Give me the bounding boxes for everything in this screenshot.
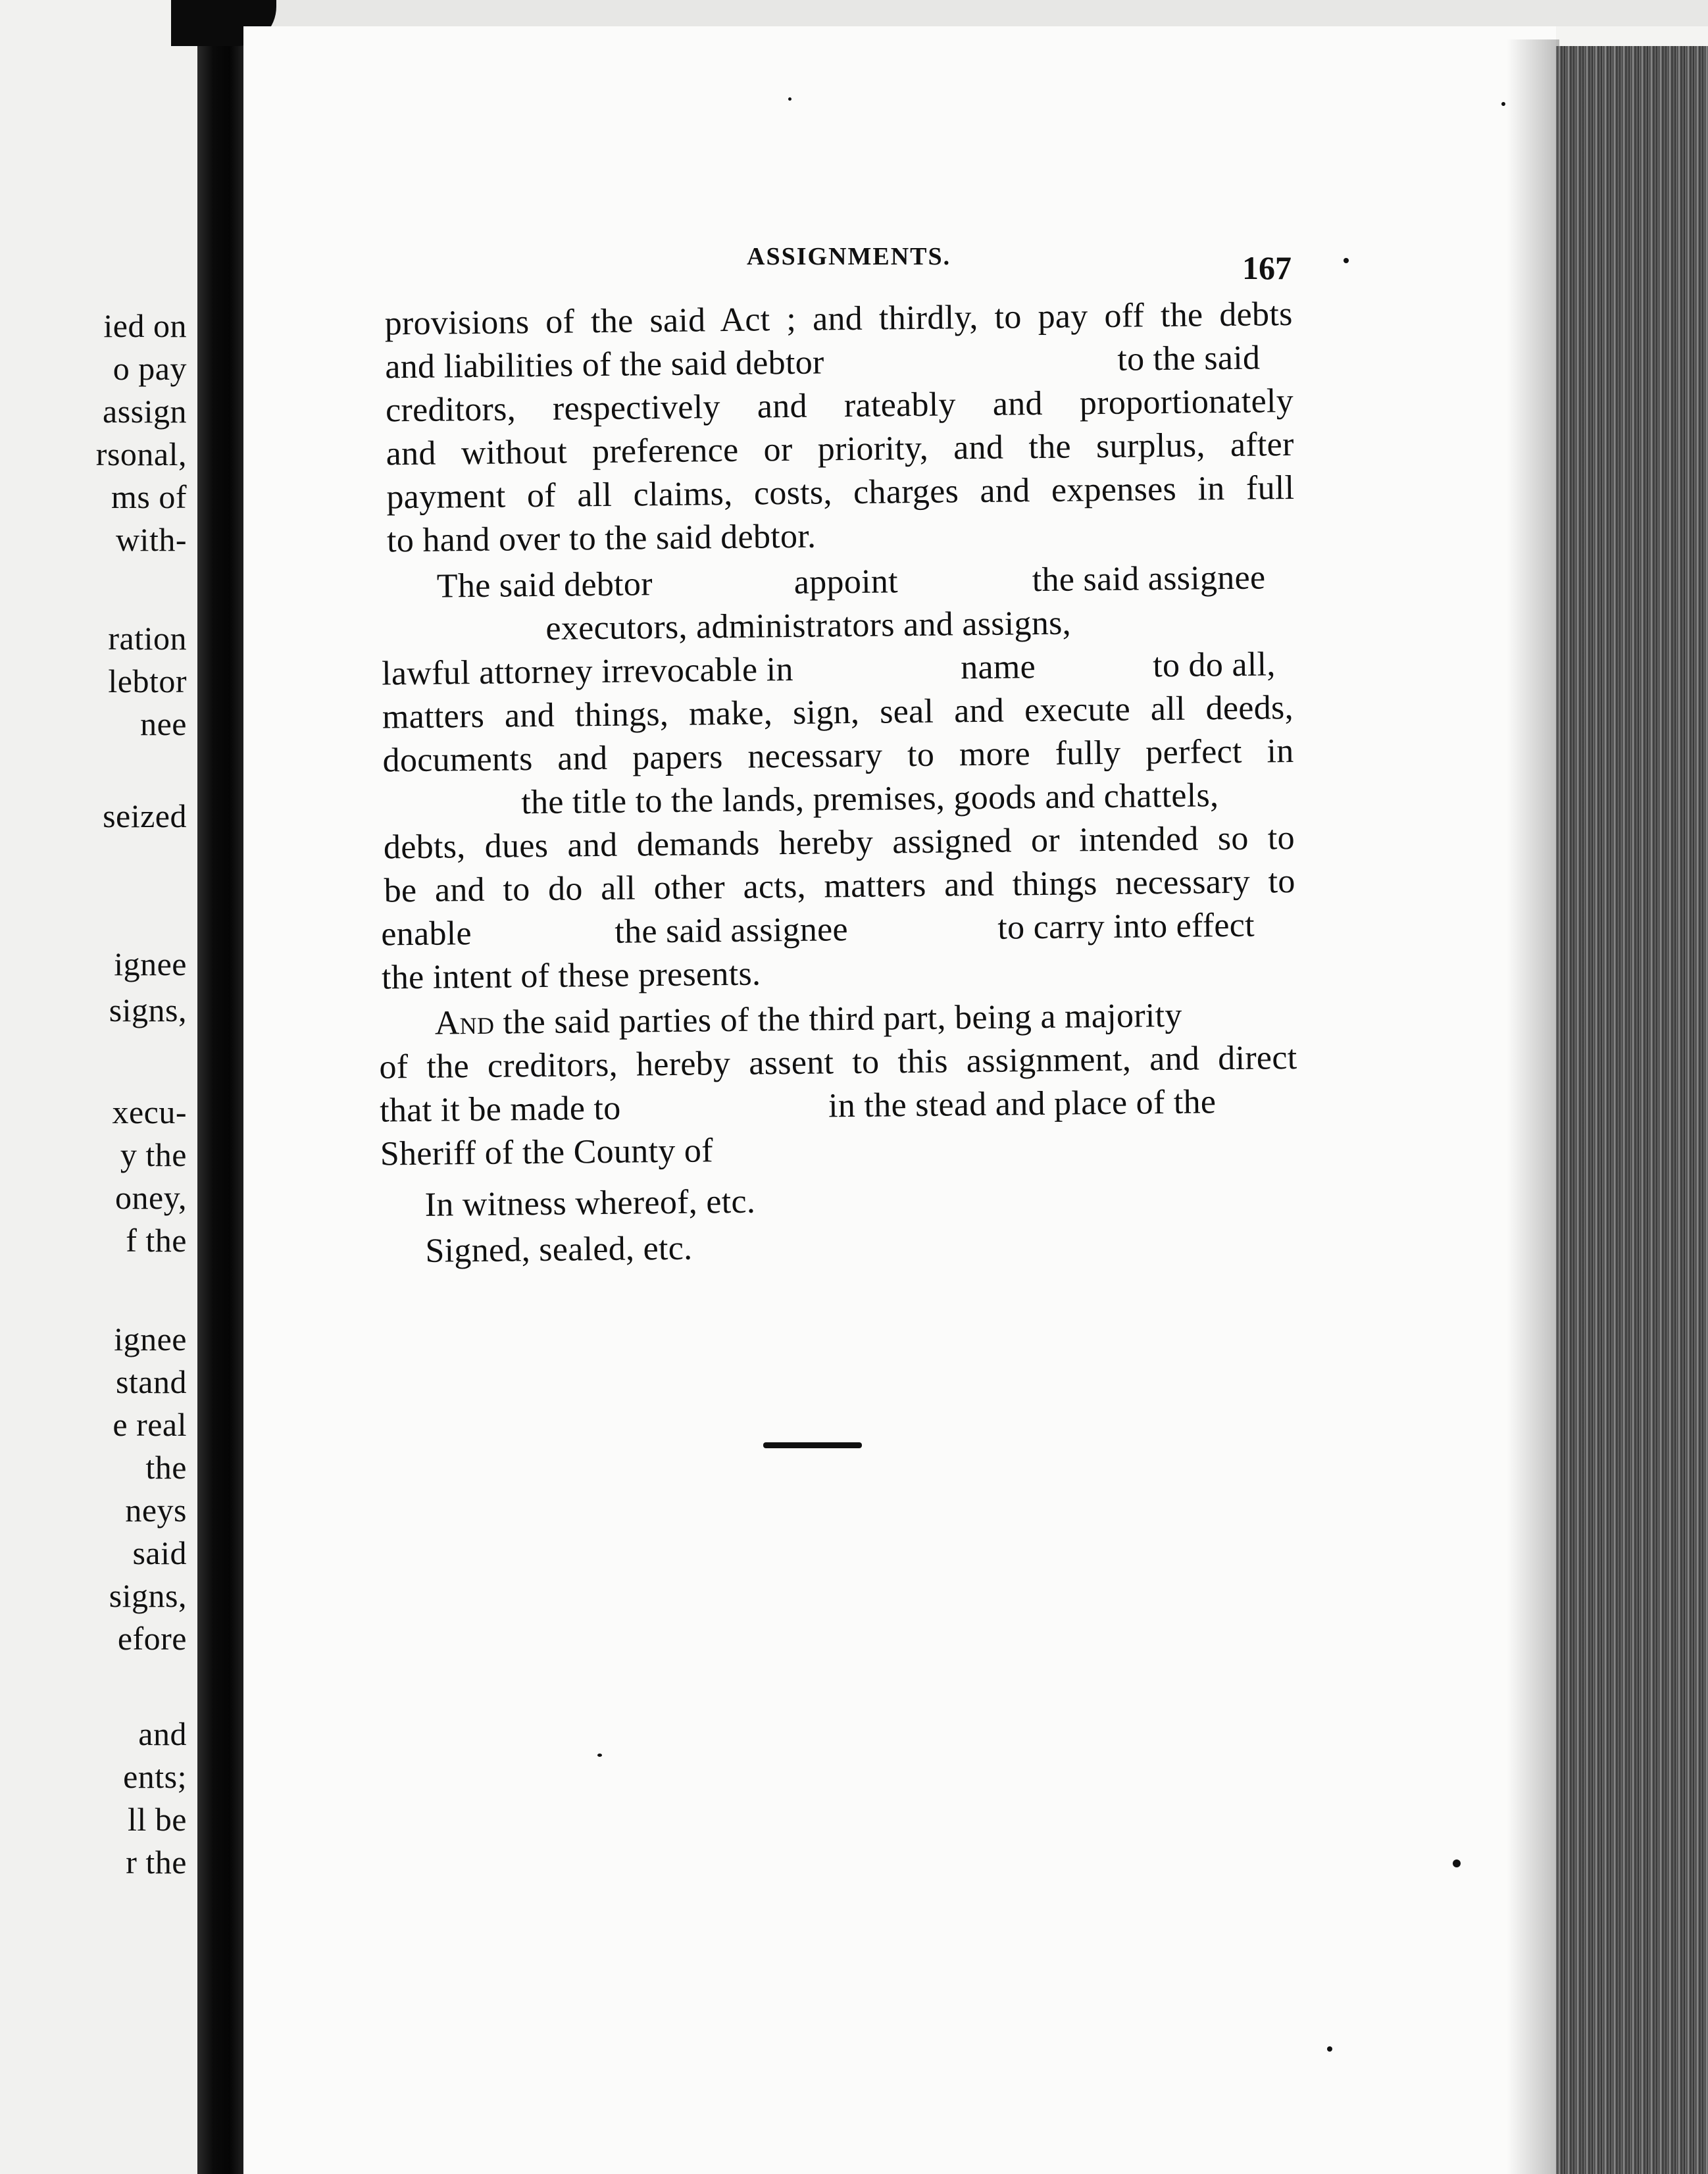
left-fragment-line: seized — [103, 797, 187, 834]
ink-speck — [1327, 2046, 1332, 2052]
left-fragment-line: ms of — [111, 478, 187, 515]
left-fragment-line: y the — [120, 1136, 187, 1173]
section-divider-rule — [763, 1442, 862, 1448]
left-fragment-line: e real — [113, 1406, 187, 1443]
left-fragment-line: the — [145, 1449, 187, 1486]
text-line: the said assignee — [1032, 559, 1266, 599]
text-line: and liabilities of the said debtor — [385, 343, 824, 386]
text-line: name — [960, 648, 1036, 687]
text-line: that it be made to — [379, 1089, 621, 1130]
left-fragment-line: xecu- — [112, 1094, 187, 1130]
ink-speck — [1501, 102, 1505, 106]
left-fragment-line: ignee — [114, 946, 187, 982]
left-fragment-line: rsonal, — [95, 436, 187, 472]
left-fragment-line: f the — [126, 1222, 187, 1259]
left-fragment-line: said — [132, 1534, 187, 1571]
left-fragment-line: ied on — [103, 307, 187, 344]
left-fragment-line: neys — [125, 1492, 187, 1529]
ink-speck — [597, 1754, 602, 1757]
text-line: of the creditors, hereby assent to this assignment, and direct — [379, 1038, 1297, 1086]
text-line: The said debtor — [436, 565, 653, 605]
text-line: payment of all claims, costs, charges and expenses in full — [386, 468, 1295, 517]
closing-witness: In witness whereof, etc. — [424, 1182, 756, 1224]
text-line: to do all, — [1152, 645, 1276, 685]
left-fragment-line: nee — [140, 705, 187, 742]
text-line: matters and things, make, sign, seal and execute all deeds, — [382, 688, 1294, 736]
left-fragment-line: oney, — [115, 1179, 187, 1216]
left-fragment-line: ents; — [123, 1758, 187, 1795]
text-line: the said assignee — [615, 911, 849, 951]
left-fragment-line: ll be — [128, 1801, 187, 1838]
left-fragment-line: o pay — [113, 350, 187, 387]
left-fragment-line: ration — [108, 620, 187, 657]
text-line: the said parties of the third part, being a majority — [503, 996, 1182, 1042]
text-line: documents and papers necessary to more fully perfect in — [382, 732, 1294, 780]
text-line: the title to the lands, premises, goods and chattels, — [520, 776, 1219, 822]
text-line: and without preference or priority, and the surplus, after — [386, 425, 1294, 473]
text-line: appoint — [793, 563, 899, 601]
left-fragment-line: and — [138, 1715, 187, 1752]
text-line: Sheriff of the County of — [380, 1132, 714, 1173]
left-fragment-line: assign — [103, 393, 187, 430]
left-fragment-line: with- — [115, 521, 187, 558]
ink-speck — [1453, 1859, 1461, 1867]
text-line: to the said — [1117, 339, 1261, 378]
text-line: the intent of these presents. — [381, 955, 761, 997]
text-line: provisions of the said Act ; and thirdly, to pay off the debts — [384, 295, 1293, 343]
left-fragment-line: r the — [126, 1844, 187, 1881]
left-fragment-line: stand — [115, 1363, 187, 1400]
and-word: And — [434, 1003, 495, 1042]
running-head: ASSIGNMENTS. — [747, 243, 951, 270]
left-fragment-line: signs, — [109, 992, 187, 1028]
ink-speck — [788, 97, 791, 101]
text-line: debts, dues and demands hereby assigned or intended so to — [383, 819, 1295, 867]
text-line: in the stead and place of the — [828, 1083, 1217, 1125]
text-line: enable — [381, 915, 472, 953]
closing-signed: Signed, sealed, etc. — [425, 1229, 693, 1270]
ink-speck — [1344, 258, 1349, 263]
left-fragment-line: ignee — [114, 1321, 187, 1357]
left-fragment-line: signs, — [109, 1577, 187, 1614]
text-line: to hand over to the said debtor. — [386, 517, 816, 560]
text-line: to carry into effect — [997, 906, 1255, 947]
text-line: be and to do all other acts, matters and things necessary to — [384, 862, 1295, 910]
text-line: creditors, respectively and rateably and proportionately — [385, 382, 1294, 430]
left-fragment-line: efore — [117, 1620, 187, 1657]
text-line: executors, administrators and assigns, — [545, 604, 1072, 647]
text-line: lawful attorney irrevocable in — [381, 650, 793, 693]
left-fragment-line: lebtor — [108, 663, 187, 699]
page-number: 167 — [1242, 249, 1292, 286]
